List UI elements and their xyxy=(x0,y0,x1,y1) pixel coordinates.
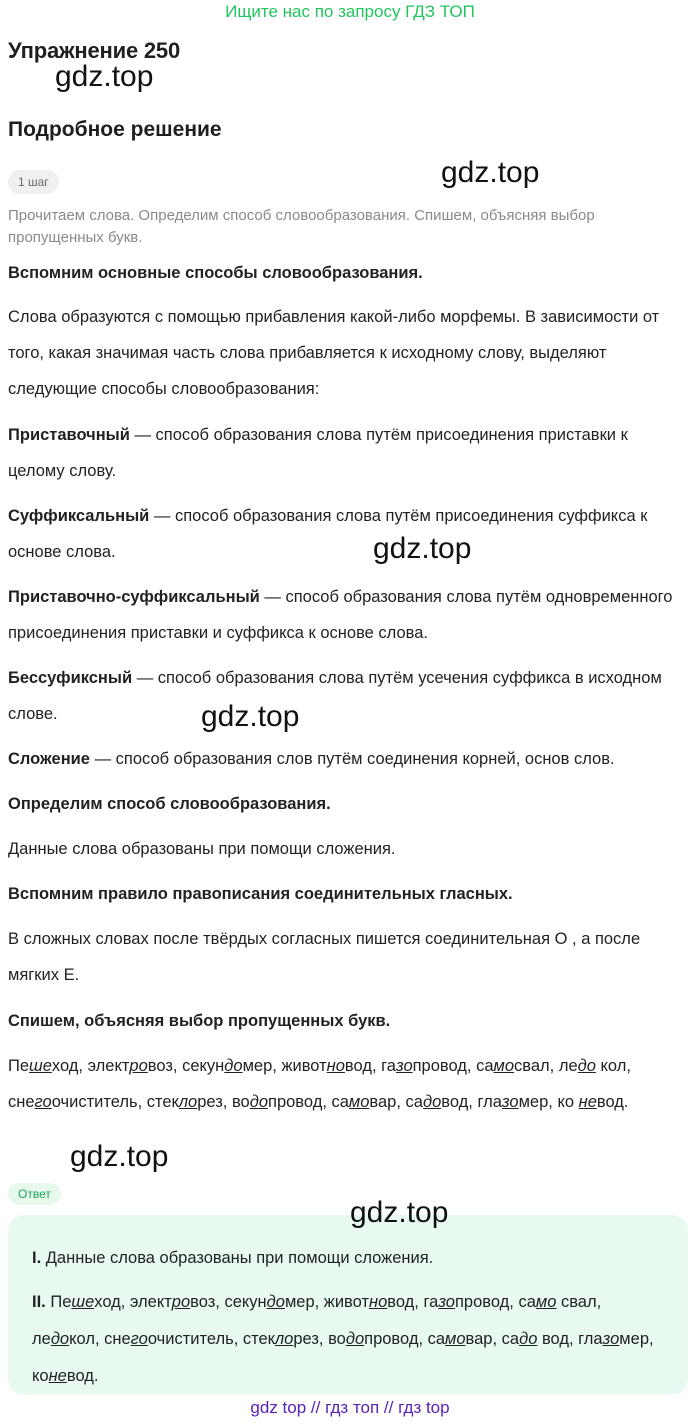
step-badge: 1 шаг xyxy=(8,170,59,194)
heading-rule: Вспомним правило правописания соединительных гласных. xyxy=(8,885,513,903)
term: Приставочный xyxy=(8,426,130,444)
watermark: gdz.top xyxy=(70,1140,169,1173)
definition: — способ образования слова путём одновременного присоединения приставки и суффикса к основе слова. xyxy=(8,588,673,642)
definition: — способ образования слова путём присоединения приставки к целому слову. xyxy=(8,426,628,480)
heading-methods: Вспомним основные способы словообразования. xyxy=(8,264,423,282)
answer-part-2: II. Пешеход, электровоз, секундомер, животновод, газопровод, само свал, ледокол, снегоочиститель, стеклорез, водопровод, самовар, садо вод, глазомер, коневод. xyxy=(32,1293,654,1385)
definition: — способ образования слова путём усечения суффикса в исходном слове. xyxy=(8,669,662,723)
heading-write: Спишем, объясняя выбор пропущенных букв. xyxy=(8,1012,391,1030)
search-banner[interactable]: Ищите нас по запросу ГДЗ ТОП xyxy=(225,2,475,21)
paragraph-define: Данные слова образованы при помощи сложения. xyxy=(8,840,396,858)
method-suffixless xyxy=(8,660,688,732)
watermark: gdz.top xyxy=(350,1196,449,1229)
footer-links[interactable]: gdz top // гдз топ // гдз top xyxy=(250,1398,450,1417)
section-title: Подробное решение xyxy=(8,118,222,141)
term: Бессуфиксный xyxy=(8,669,133,687)
paragraph-intro: Слова образуются с помощью прибавления какой-либо морфемы. В зависимости от того, какая значимая часть слова прибавляется к исходному слову, выделяют следующие способы словообразования: xyxy=(8,308,660,398)
word-list: Пешеход, электровоз, секундомер, животновод, газопровод, самосвал, ледо кол, снегоочиститель, стеклорез, водопровод, самовар, садовод, глазомер, ко невод. xyxy=(8,1057,631,1111)
method-prefix xyxy=(8,417,688,489)
method-compound xyxy=(8,741,688,777)
watermark: gdz.top xyxy=(441,156,540,189)
answer-badge: Ответ xyxy=(8,1183,61,1205)
page-title: Упражнение 250 xyxy=(8,38,180,63)
watermark: gdz.top xyxy=(373,532,472,565)
method-prefix-suffix xyxy=(8,579,688,651)
term: Приставочно-суффиксальный xyxy=(8,588,260,606)
watermark: gdz.top xyxy=(201,700,300,733)
task-note: Прочитаем слова. Определим способ словообразования. Спишем, объясняя выбор пропущенных букв. xyxy=(8,207,595,246)
definition: — способ образования слов путём соединения корней, основ слов. xyxy=(89,750,615,768)
paragraph-rule: В сложных словах после твёрдых согласных пишется соединительная О , а после мягких Е. xyxy=(8,930,641,984)
heading-define: Определим способ словообразования. xyxy=(8,795,331,813)
watermark: gdz.top xyxy=(55,60,154,93)
method-suffix xyxy=(8,498,688,570)
definition: — способ образования слова путём присоединения суффикса к основе слова. xyxy=(8,507,648,561)
term: Суффиксальный xyxy=(8,507,150,525)
answer-part-1: I. Данные слова образованы при помощи сложения. xyxy=(32,1249,434,1267)
term: Сложение xyxy=(8,750,90,768)
